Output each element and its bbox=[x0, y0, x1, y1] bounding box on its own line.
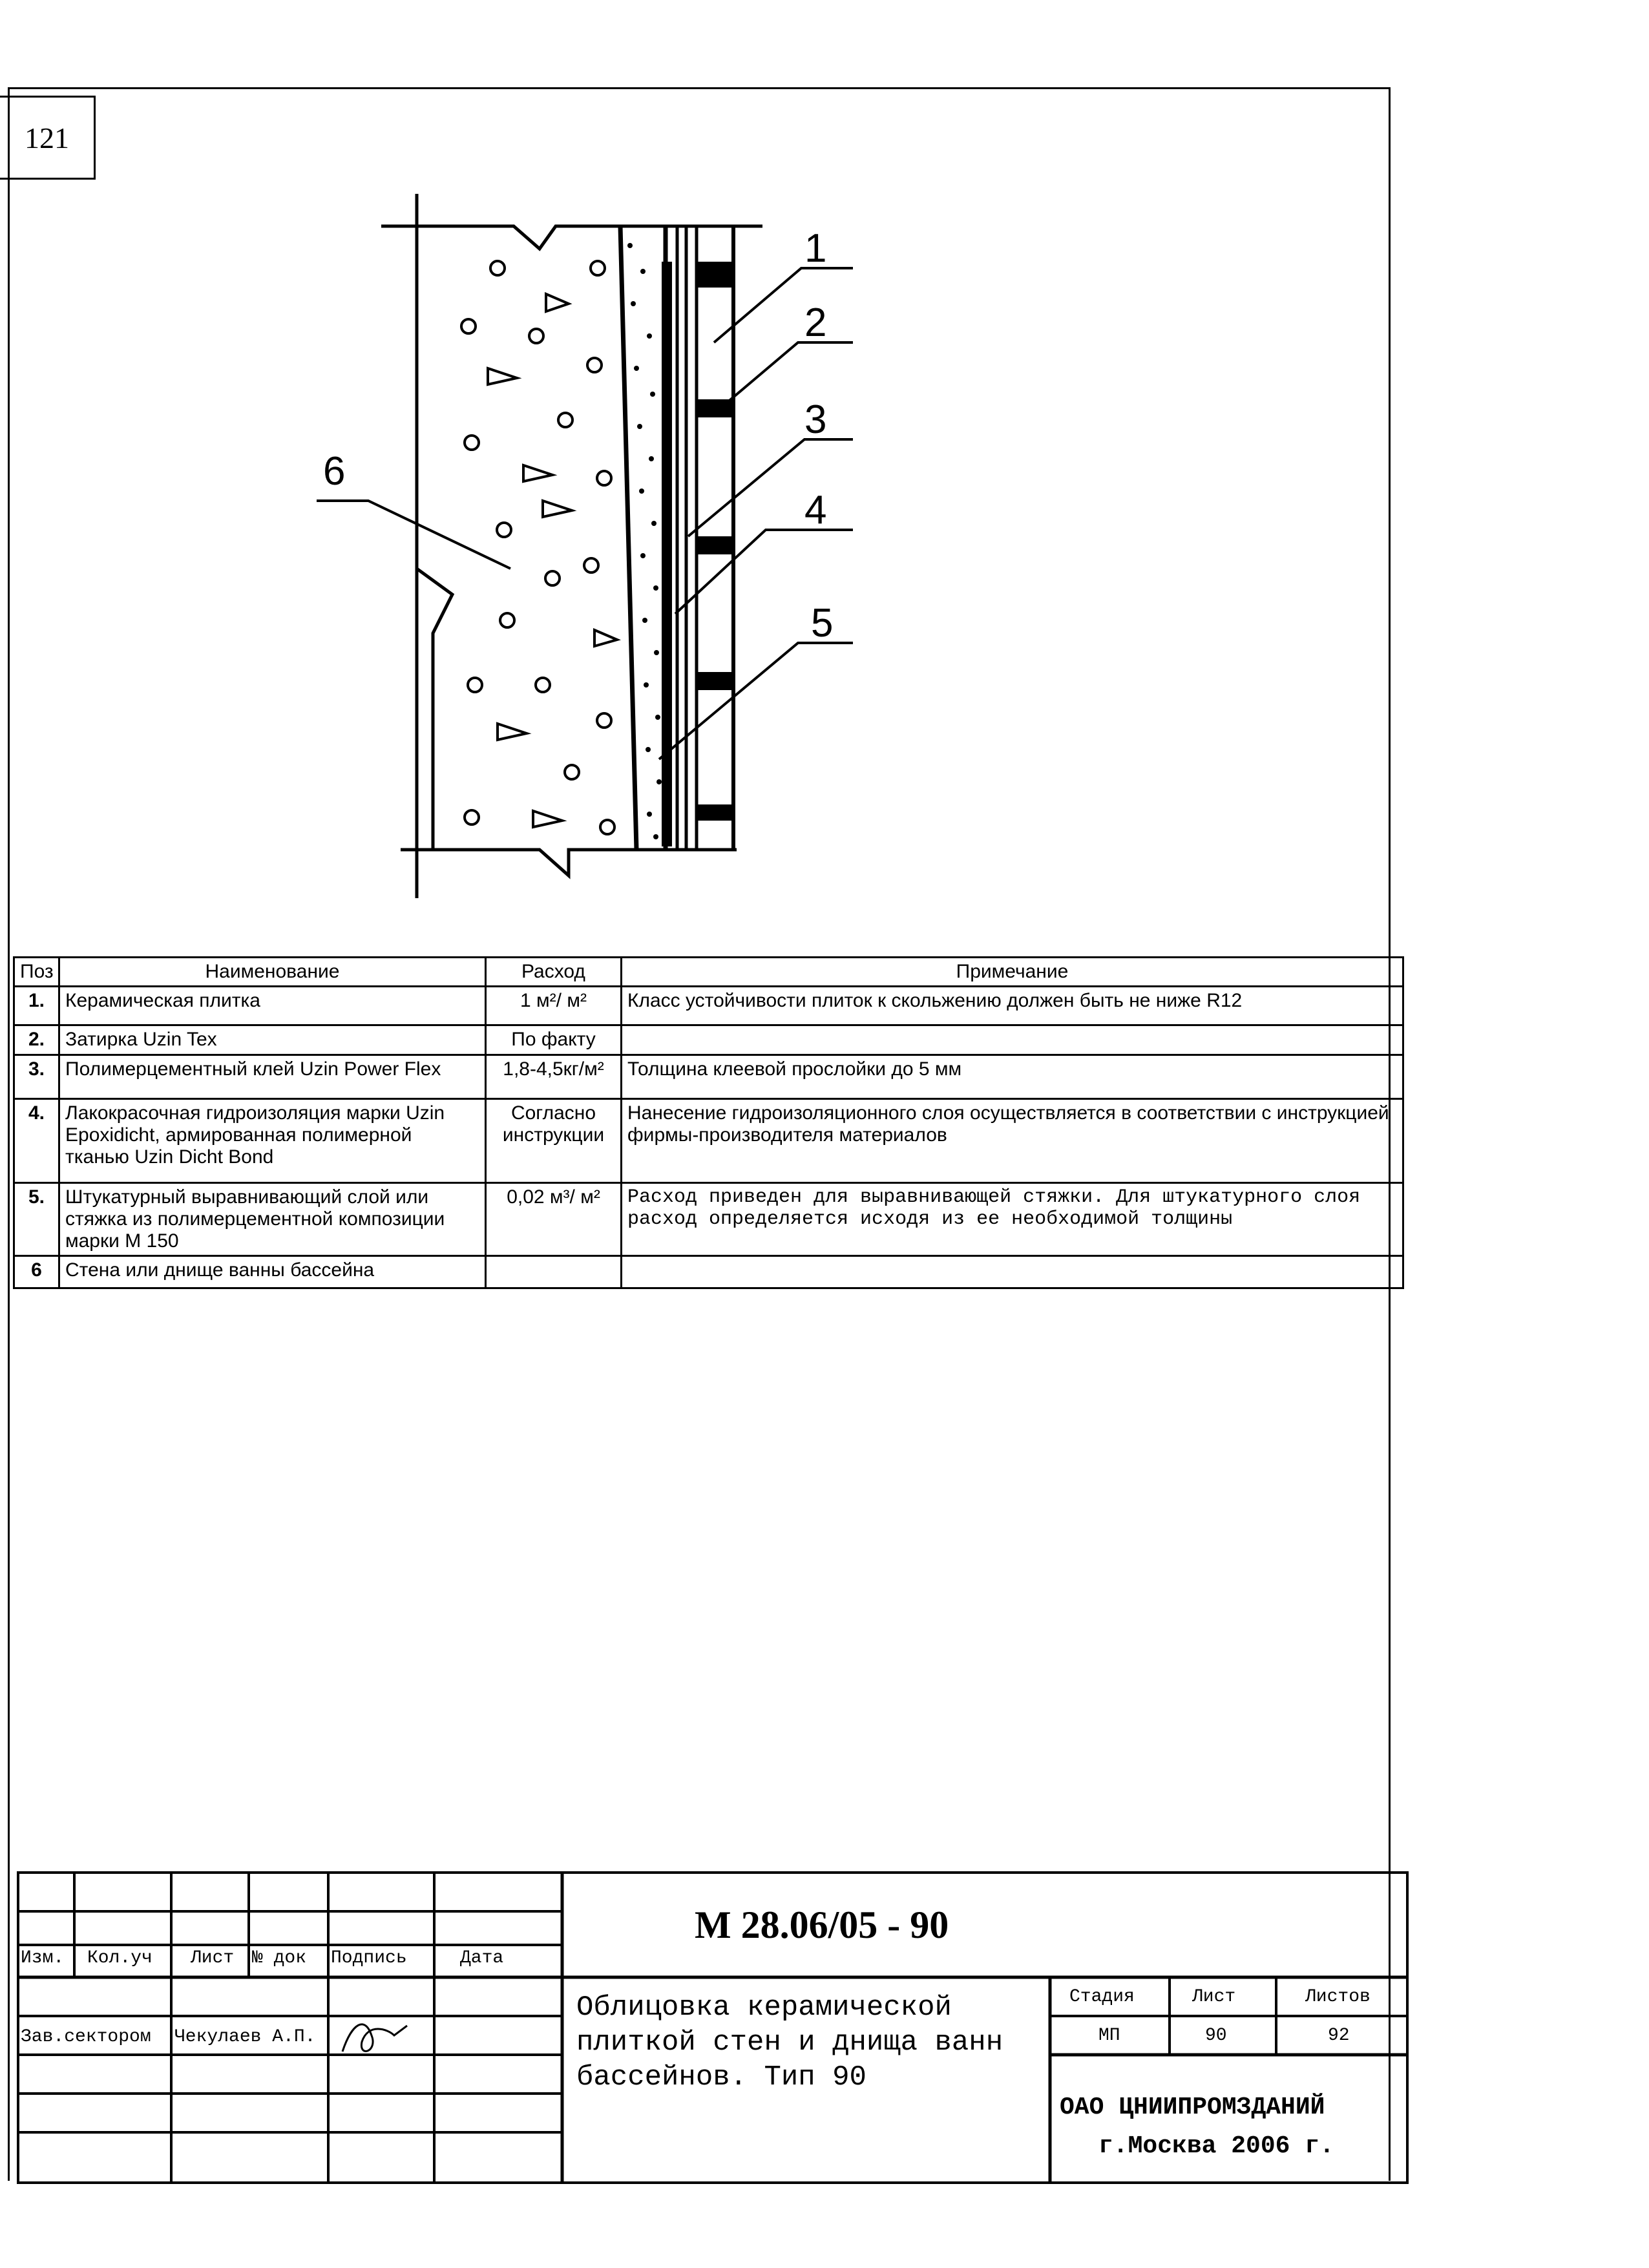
col-header-signature: Подпись bbox=[331, 1948, 407, 1968]
row-name: Лакокрасочная гидроизоляция марки Uzin Epoxidicht, армированная полимерной тканью Uzin Dicht Bond bbox=[59, 1099, 486, 1183]
callout-5: 5 bbox=[811, 601, 834, 646]
col-header-izm: Изм. bbox=[21, 1948, 65, 1968]
row-name: Полимерцементный клей Uzin Power Flex bbox=[59, 1055, 486, 1099]
row-consumption: 1 м²/ м² bbox=[486, 987, 622, 1025]
row-consumption: 1,8-4,5кг/м² bbox=[486, 1055, 622, 1099]
table-row bbox=[14, 1025, 1403, 1055]
header-name: Наименование bbox=[59, 958, 486, 987]
sheets-value: 92 bbox=[1328, 2026, 1350, 2046]
row-note: Нанесение гидроизоляционного слоя осуществляется в соответствии с инструкцией фирмы-производителя материалов bbox=[622, 1099, 1403, 1183]
callout-1: 1 bbox=[804, 226, 827, 271]
row-note bbox=[622, 1256, 1403, 1288]
sheet-label: Лист bbox=[1192, 1987, 1236, 2007]
row-pos: 3. bbox=[14, 1055, 59, 1099]
row-consumption bbox=[486, 1256, 622, 1288]
drawing-title bbox=[576, 1990, 1003, 2095]
table-row bbox=[14, 1183, 1403, 1256]
drawing-title-line: плиткой стен и днища ванн bbox=[576, 2026, 1003, 2059]
callout-2: 2 bbox=[804, 300, 827, 345]
signer-role: Зав.сектором bbox=[21, 2027, 151, 2047]
row-name: Стена или днище ванны бассейна bbox=[59, 1256, 486, 1288]
row-note: Расход приведен для выравнивающей стяжки. Для штукатурного слоя расход определяется исходя из ее необходимой толщины bbox=[622, 1183, 1403, 1256]
drawing-title-line: Облицовка керамической bbox=[576, 1991, 952, 2024]
table-row bbox=[14, 1055, 1403, 1099]
signer-name: Чекулаев А.П. bbox=[174, 2027, 316, 2047]
header-consumption: Расход bbox=[486, 958, 622, 987]
row-consumption: 0,02 м³/ м² bbox=[486, 1183, 622, 1256]
city-year: г.Москва 2006 г. bbox=[1098, 2132, 1334, 2160]
row-name: Керамическая плитка bbox=[59, 987, 486, 1025]
header-pos: Поз bbox=[14, 958, 59, 987]
row-note: Толщина клеевой прослойки до 5 мм bbox=[622, 1055, 1403, 1099]
row-pos: 2. bbox=[14, 1025, 59, 1055]
callout-4: 4 bbox=[804, 488, 827, 532]
col-header-kolvo: Кол.уч bbox=[87, 1948, 152, 1968]
row-consumption: По факту bbox=[486, 1025, 622, 1055]
table-header-row bbox=[14, 958, 1403, 987]
specification-table bbox=[13, 956, 1404, 1289]
col-header-docnum: № док bbox=[252, 1948, 307, 1968]
sheets-label: Листов bbox=[1305, 1987, 1371, 2007]
callout-6: 6 bbox=[323, 449, 346, 494]
stage-label: Стадия bbox=[1069, 1987, 1135, 2007]
callout-3: 3 bbox=[804, 397, 827, 442]
row-consumption: Согласно инструкции bbox=[486, 1099, 622, 1183]
organization-name: ОАО ЦНИИПРОМЗДАНИЙ bbox=[1060, 2094, 1325, 2121]
col-header-date: Дата bbox=[460, 1948, 504, 1968]
table-row bbox=[14, 1099, 1403, 1183]
header-note: Примечание bbox=[622, 958, 1403, 987]
row-pos: 4. bbox=[14, 1099, 59, 1183]
drawing-title-line: бассейнов. Тип 90 bbox=[576, 2061, 867, 2094]
row-pos: 1. bbox=[14, 987, 59, 1025]
table-row bbox=[14, 1256, 1403, 1288]
row-note: Класс устойчивости плиток к скольжению должен быть не ниже R12 bbox=[622, 987, 1403, 1025]
row-note bbox=[622, 1025, 1403, 1055]
row-pos: 6 bbox=[14, 1256, 59, 1288]
stage-value: МП bbox=[1098, 2026, 1120, 2046]
wall-section-drawing bbox=[0, 0, 1649, 956]
page-number: 121 bbox=[0, 96, 96, 180]
table-row bbox=[14, 987, 1403, 1025]
row-pos: 5. bbox=[14, 1183, 59, 1256]
col-header-sheet: Лист bbox=[191, 1948, 235, 1968]
row-name: Затирка Uzin Tex bbox=[59, 1025, 486, 1055]
row-name: Штукатурный выравнивающий слой или стяжка из полимерцементной композиции марки М 150 bbox=[59, 1183, 486, 1256]
document-code: М 28.06/05 - 90 bbox=[695, 1904, 949, 1946]
sheet-value: 90 bbox=[1205, 2026, 1227, 2046]
